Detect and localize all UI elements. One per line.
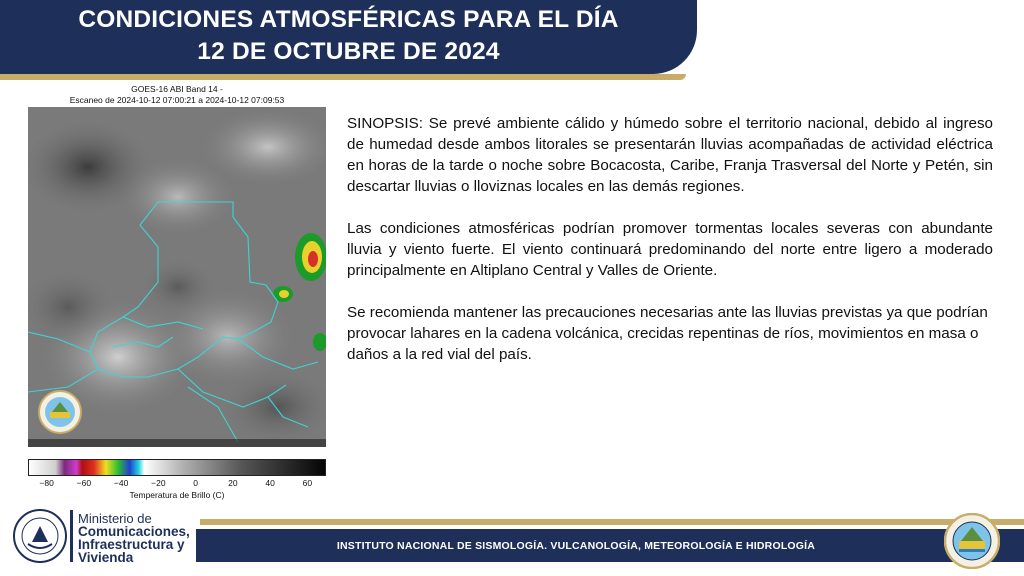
color-scale-ticks [28, 478, 326, 488]
ministry-line-1: Ministerio de [78, 511, 152, 526]
color-scale-tick: −40 [113, 478, 129, 488]
title-banner-stripe [0, 74, 686, 80]
color-scale-tick: 40 [265, 478, 275, 488]
ministry-divider [70, 510, 73, 562]
satellite-product: GOES-16 ABI Band 14 - [131, 84, 223, 94]
guatemala-coat-of-arms-icon [12, 508, 68, 564]
satellite-scan-time: Escaneo de 2024-10-12 07:00:21 a 2024-10-12 07:09:53 [69, 95, 285, 105]
forecast-text [347, 113, 993, 386]
institute-name: INSTITUTO NACIONAL DE SISMOLOGÍA. VULCANOLOGÍA, METEOROLOGÍA E HIDROLOGÍA [336, 540, 816, 552]
page-title: CONDICIONES ATMOSFÉRICAS PARA EL DÍA [78, 6, 619, 33]
color-scale-tick: −80 [39, 478, 54, 488]
color-scale-tick: −20 [151, 478, 166, 488]
color-scale-tick: −60 [76, 478, 92, 488]
color-scale-tick: 0 [193, 478, 198, 488]
satellite-image [28, 107, 326, 447]
recommendation-paragraph: Se recomienda mantener las precauciones necesarias ante las lluvias previstas ya que podrían provocar lahares en la cadena volcánica, crecidas repentinas de ríos, movimientos en masa o daños a la red vial del país. [347, 304, 988, 363]
synopsis-paragraph: SINOPSIS: Se prevé ambiente cálido y húmedo sobre el territorio nacional, debido al ingreso de humedad desde ambos litorales se presentarán lluvias acompañadas de actividad eléctrica en horas de la tarde o noche sobre Bocacosta, Caribe, Franja Trasversal del Norte y Petén, sin descartar lluvias o lloviznas locales en las demás regiones. [347, 115, 993, 195]
color-scale-bar [28, 459, 326, 476]
footer-gold-stripe [200, 519, 1024, 525]
color-scale-tick: 60 [302, 478, 313, 488]
ministry-line-3: Infraestructura y [78, 537, 185, 552]
ministry-line-4: Vivienda [78, 550, 134, 565]
conditions-paragraph: Las condiciones atmosféricas podrían promover tormentas locales severas con abundante lluvia y viento fuerte. El viento continuará predominando del norte entre ligero a moderado principalmente en Altiplano Central y Valles de Oriente. [347, 220, 993, 279]
insivumeh-emblem-small [38, 390, 82, 434]
ministry-line-2: Comunicaciones, [78, 524, 190, 539]
insivumeh-emblem-icon [944, 513, 1000, 569]
page-date: 12 DE OCTUBRE DE 2024 [197, 38, 500, 65]
color-scale-label: Temperatura de Brillo (C) [129, 490, 225, 500]
color-scale-tick: 20 [228, 478, 238, 488]
ministry-logo-text [78, 512, 190, 564]
